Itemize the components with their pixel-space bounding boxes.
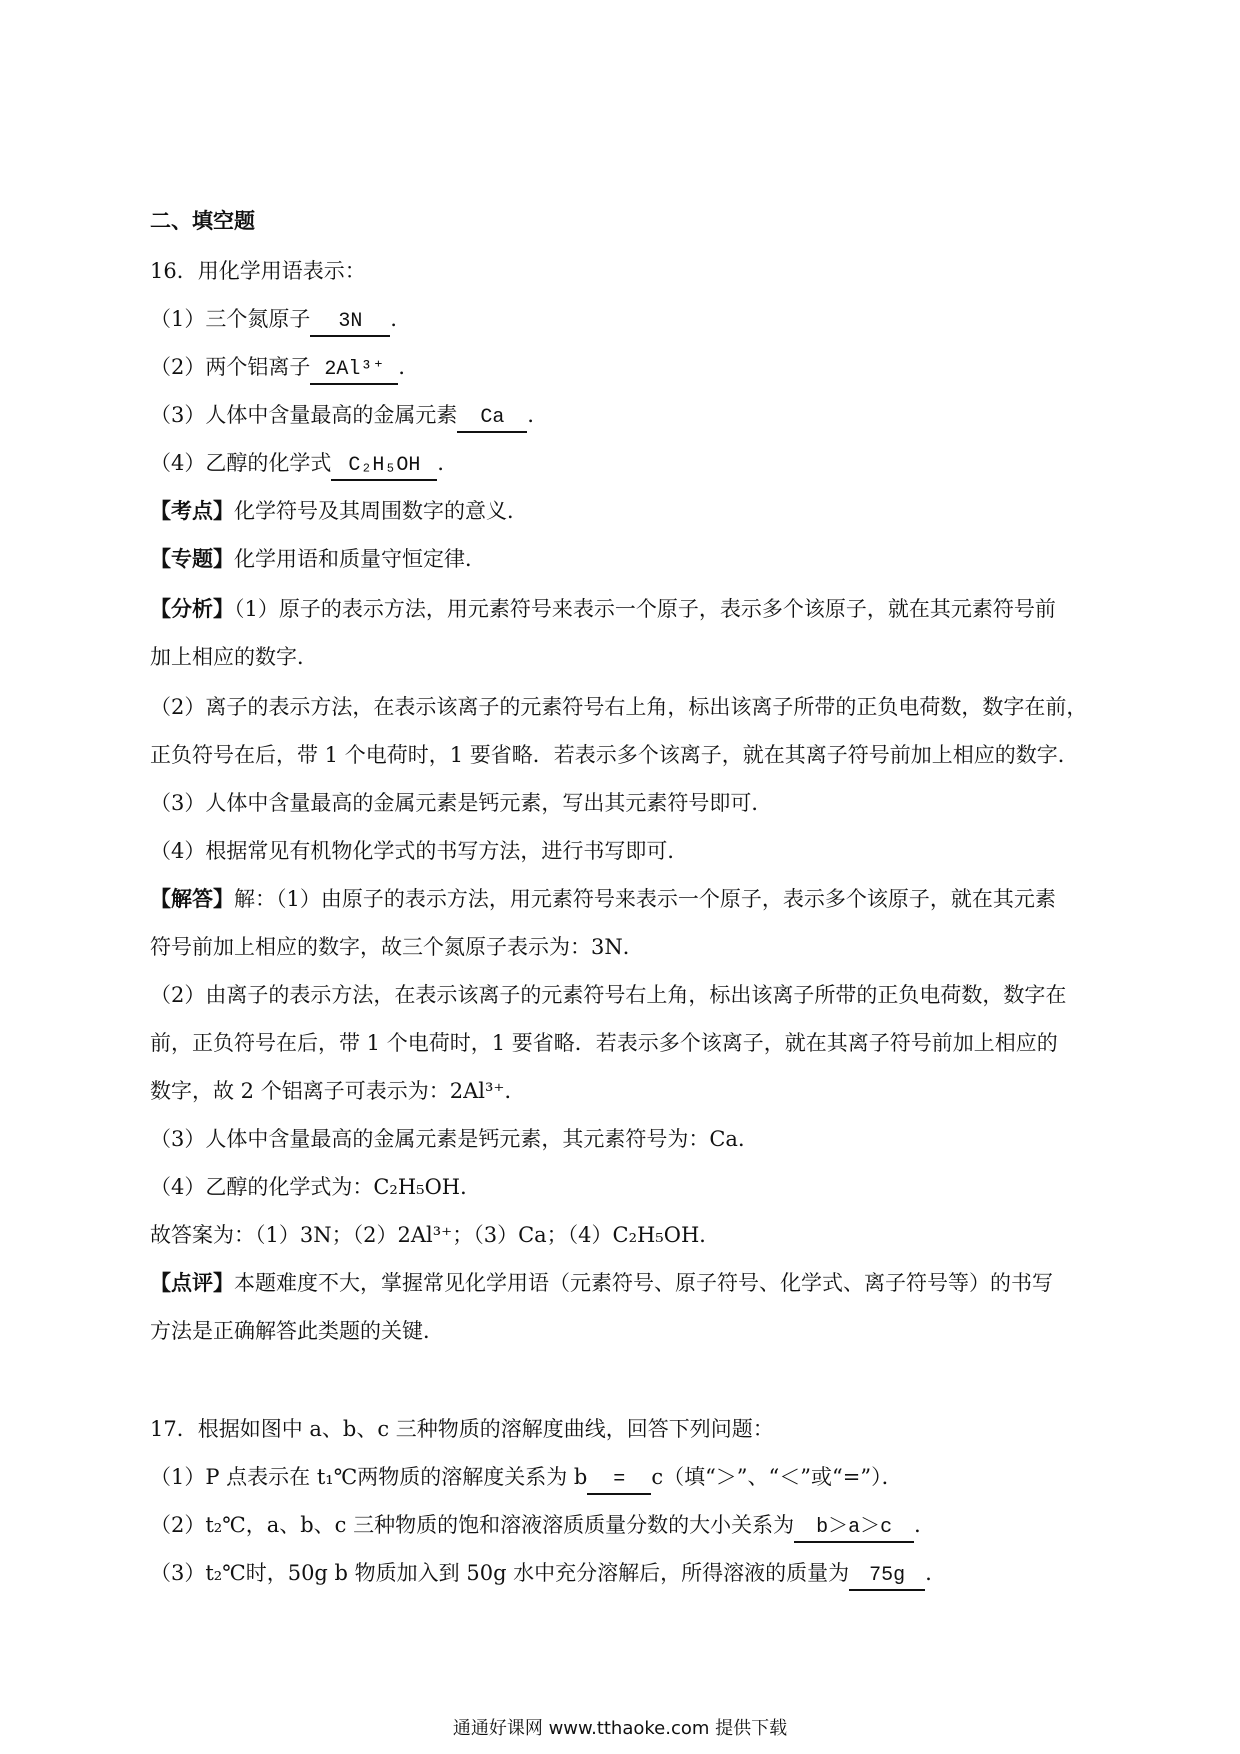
fenxi-line1 — [150, 594, 1056, 624]
q16-part1-end: ． — [390, 307, 412, 331]
q17-part2-prompt: （2）t₂℃，a、b、c 三种物质的饱和溶液溶质质量分数的大小关系为 — [150, 1513, 795, 1537]
zhuanti-text: 化学用语和质量守恒定律． — [234, 547, 486, 571]
q17-part3-prompt: （3）t₂℃时，50g b 物质加入到 50g 水中充分溶解后，所得溶液的质量为 — [150, 1561, 850, 1585]
q16-part3 — [150, 400, 548, 433]
q16-stem: 16．用化学用语表示： — [150, 259, 366, 283]
q16-part4-prompt: （4）乙醇的化学式 — [150, 451, 332, 475]
fenxi-line3: （3）人体中含量最高的金属元素是钙元素，写出其元素符号即可． — [150, 791, 773, 815]
q16-part3-answer: Ca — [457, 405, 527, 433]
fenxi-tag: 【分析】 — [150, 597, 234, 621]
jieda-line3: （3）人体中含量最高的金属元素是钙元素，其元素符号为：Ca． — [150, 1127, 759, 1151]
fenxi-line2b: 正负符号在后，带 1 个电荷时，1 要省略．若表示多个该离子，就在其离子符号前加上相应的数字． — [150, 743, 1079, 767]
q16-part3-end: ． — [527, 403, 549, 427]
q17-stem: 17．根据如图中 a、b、c 三种物质的溶解度曲线，回答下列问题： — [150, 1417, 774, 1441]
q16-part2-answer: 2Al³⁺ — [310, 357, 398, 385]
kaodian-tag: 【考点】 — [150, 499, 234, 523]
dianping-line1b: 方法是正确解答此类题的关键． — [150, 1319, 444, 1343]
zhuanti-tag: 【专题】 — [150, 547, 234, 571]
jieda-tag: 【解答】 — [150, 887, 234, 911]
q17-part1 — [150, 1462, 903, 1495]
q17-part1-answer: = — [587, 1467, 651, 1495]
q16-part4-answer: C₂H₅OH — [331, 453, 437, 481]
q17-part2 — [150, 1510, 935, 1543]
page-footer: 通通好课网 www.tthaoke.com 提供下载 — [452, 1718, 788, 1739]
section-title: 二、填空题 — [150, 209, 255, 233]
q16-part2-prompt: （2）两个铝离子 — [150, 355, 311, 379]
q17-part3-answer: 75g — [849, 1563, 925, 1591]
q16-part3-prompt: （3）人体中含量最高的金属元素 — [150, 403, 458, 427]
jieda-line4: （4）乙醇的化学式为：C₂H₅OH． — [150, 1175, 482, 1199]
jieda-line2: （2）由离子的表示方法，在表示该离子的元素符号右上角，标出该离子所带的正负电荷数，数字在 — [150, 983, 1067, 1007]
q17-part1-prompt: （1）P 点表示在 t₁℃两物质的溶解度关系为 b — [150, 1465, 588, 1489]
fenxi-text1: （1）原子的表示方法，用元素符号来表示一个原子，表示多个该原子，就在其元素符号前 — [234, 597, 1056, 621]
q17-part2-end: ． — [914, 1513, 936, 1537]
q16-part1-prompt: （1）三个氮原子 — [150, 307, 311, 331]
jieda-line1 — [150, 884, 1056, 914]
jieda-text1: 解：（1）由原子的表示方法，用元素符号来表示一个原子，表示多个该原子，就在其元素 — [234, 887, 1056, 911]
jieda-line2b: 前，正负符号在后，带 1 个电荷时，1 要省略．若表示多个该离子，就在其离子符号前加上相应的 — [150, 1031, 1058, 1055]
q16-part1 — [150, 304, 411, 337]
jieda-line2c: 数字，故 2 个铝离子可表示为：2Al³⁺． — [150, 1079, 526, 1103]
q17-part1-end: c（填“＞”、“＜”或“=”）． — [651, 1465, 903, 1489]
fenxi-line4: （4）根据常见有机物化学式的书写方法，进行书写即可． — [150, 839, 689, 863]
q16-part4-end: ． — [437, 451, 459, 475]
q16-part2 — [150, 352, 419, 385]
dianping-text1: 本题难度不大，掌握常见化学用语（元素符号、原子符号、化学式、离子符号等）的书写 — [234, 1271, 1053, 1295]
zhuanti — [150, 544, 486, 574]
dianping-tag: 【点评】 — [150, 1271, 234, 1295]
q17-part3 — [150, 1558, 946, 1591]
jieda-line1b: 符号前加上相应的数字，故三个氮原子表示为：3N． — [150, 935, 644, 959]
q16-part2-end: ． — [398, 355, 420, 379]
fenxi-line2: （2）离子的表示方法，在表示该离子的元素符号右上角，标出该离子所带的正负电荷数，数字在前， — [150, 695, 1088, 719]
q17-part2-answer: b＞a＞c — [794, 1515, 914, 1543]
dianping-line1 — [150, 1268, 1053, 1298]
kaodian — [150, 496, 528, 526]
q16-part1-answer: 3N — [310, 309, 390, 337]
q16-part4 — [150, 448, 458, 481]
fenxi-line1b: 加上相应的数字． — [150, 645, 318, 669]
q17-part3-end: ． — [925, 1561, 947, 1585]
answer-summary: 故答案为：（1）3N；（2）2Al³⁺；（3）Ca；（4）C₂H₅OH． — [150, 1223, 721, 1247]
kaodian-text: 化学符号及其周围数字的意义． — [234, 499, 528, 523]
